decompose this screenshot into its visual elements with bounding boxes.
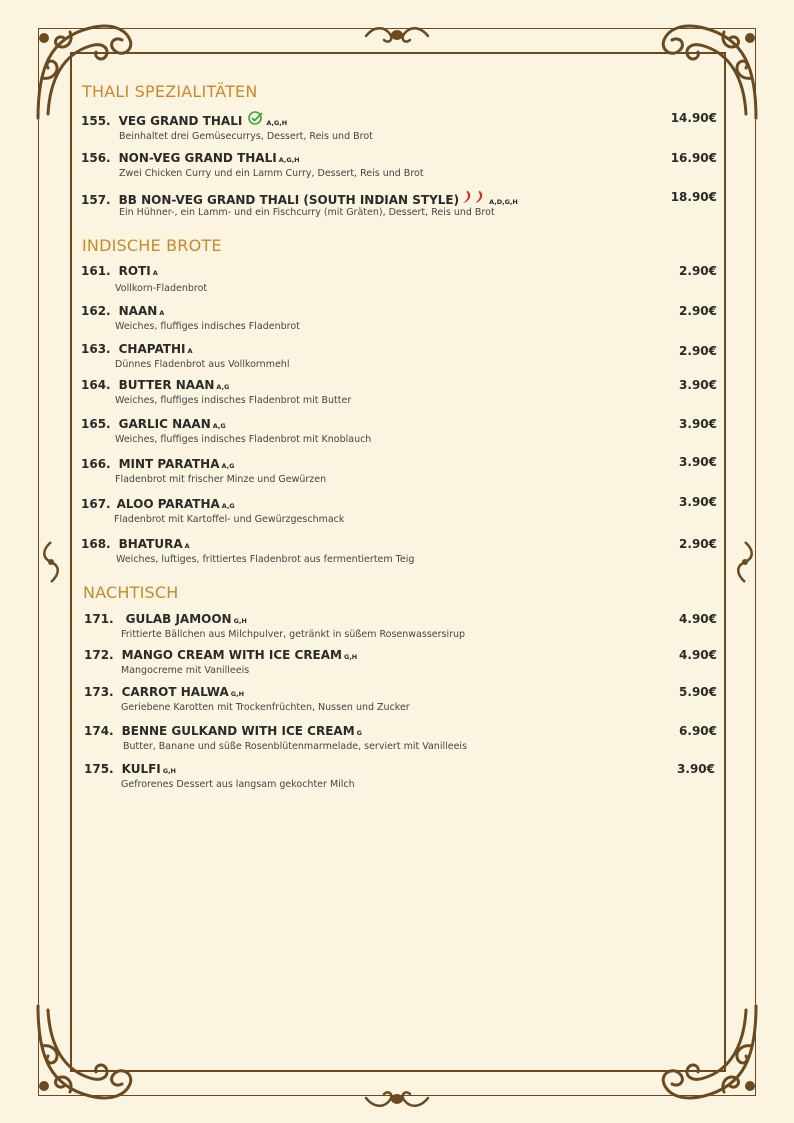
item-number: 175. <box>84 762 114 776</box>
item-price: 3.90€ <box>679 495 717 509</box>
item-number: 168. <box>81 537 111 551</box>
item-number: 165. <box>81 417 111 431</box>
corner-flourish-icon <box>654 996 764 1106</box>
item-price: 2.90€ <box>679 264 717 278</box>
menu-item <box>81 417 717 445</box>
allergen-codes: G,H <box>233 617 247 625</box>
item-price: 5.90€ <box>679 685 717 699</box>
item-name: BENNE GULKAND WITH ICE CREAM <box>121 724 355 738</box>
item-price: 14.90€ <box>670 111 717 125</box>
item-name: MINT PARATHA <box>118 457 220 471</box>
item-name: BB NON-VEG GRAND THALI (SOUTH INDIAN STYLE) <box>118 193 460 207</box>
item-description: Zwei Chicken Curry und ein Lamm Curry, Dessert, Reis und Brot <box>119 168 424 179</box>
menu-item <box>81 304 717 332</box>
item-description: Dünnes Fladenbrot aus Vollkornmehl <box>115 359 290 370</box>
item-price: 3.90€ <box>677 762 715 776</box>
item-price: 2.90€ <box>679 537 717 551</box>
item-price: 3.90€ <box>679 455 717 469</box>
menu-item <box>81 151 717 179</box>
item-name: KULFI <box>121 762 161 776</box>
top-center-ornament-icon <box>362 22 432 48</box>
item-description: Geriebene Karotten mit Trockenfrüchten, Nussen und Zucker <box>121 702 410 713</box>
item-number: 156. <box>81 151 111 165</box>
item-description: Gefrorenes Dessert aus langsam gekochter Milch <box>121 779 355 790</box>
item-name: CHAPATHI <box>118 342 186 356</box>
menu-item <box>84 685 717 713</box>
menu-item <box>81 264 717 294</box>
veg-leaf-icon <box>248 111 264 125</box>
item-price: 4.90€ <box>679 648 717 662</box>
item-number: 163. <box>81 342 111 356</box>
menu-item <box>84 762 715 790</box>
item-number: 171. <box>84 612 114 626</box>
item-number: 155. <box>81 114 111 128</box>
menu-item <box>84 612 717 640</box>
item-description: Weiches, fluffiges indisches Fladenbrot mit Knoblauch <box>115 434 372 445</box>
menu-item <box>81 457 717 485</box>
item-price: 16.90€ <box>670 151 717 165</box>
allergen-codes: G <box>356 729 362 737</box>
item-name: ROTI <box>118 264 151 278</box>
item-price: 2.90€ <box>679 304 717 318</box>
allergen-codes: A <box>187 347 193 355</box>
item-name: NAAN <box>118 304 158 318</box>
item-description: Beinhaltet drei Gemüsecurrys, Dessert, Reis und Brot <box>119 131 373 142</box>
item-number: 172. <box>84 648 114 662</box>
allergen-codes: A <box>184 542 190 550</box>
item-name: ALOO PARATHA <box>116 497 220 511</box>
menu-item <box>81 190 717 218</box>
item-description: Frittierte Bällchen aus Milchpulver, getränkt in süßem Rosenwassersirup <box>121 629 466 640</box>
menu-item <box>81 497 717 525</box>
item-number: 173. <box>84 685 114 699</box>
item-name: MANGO CREAM WITH ICE CREAM <box>121 648 342 662</box>
item-price: 6.90€ <box>679 724 717 738</box>
allergen-codes: A,D,G,H <box>489 198 518 206</box>
allergen-codes: A,G <box>221 462 235 470</box>
item-price: 3.90€ <box>679 417 717 431</box>
item-description: Ein Hühner-, ein Lamm- und ein Fischcurry (mit Gräten), Dessert, Reis und Brot <box>119 207 495 218</box>
item-number: 164. <box>81 378 111 392</box>
right-side-ornament-icon <box>734 540 756 584</box>
bottom-center-ornament-icon <box>362 1086 432 1112</box>
section-title-thali: THALI SPEZIALITÄTEN <box>82 82 258 101</box>
item-description: Fladenbrot mit Kartoffel- und Gewürzgeschmack <box>114 514 345 525</box>
menu-item <box>81 537 717 565</box>
item-description: Vollkorn-Fladenbrot <box>115 283 208 294</box>
left-side-ornament-icon <box>40 540 62 584</box>
menu-item <box>81 378 717 406</box>
allergen-codes: A <box>152 269 158 277</box>
item-name: NON-VEG GRAND THALI <box>118 151 277 165</box>
item-description: Butter, Banane und süße Rosenblütenmarmelade, serviert mit Vanilleeis <box>123 741 468 752</box>
item-number: 157. <box>81 193 111 207</box>
item-number: 162. <box>81 304 111 318</box>
allergen-codes: A,G <box>212 422 226 430</box>
allergen-codes: A,G,H <box>278 156 300 164</box>
allergen-codes: G,H <box>230 690 245 698</box>
item-price: 4.90€ <box>679 612 717 626</box>
item-description: Weiches, fluffiges indisches Fladenbrot mit Butter <box>115 395 352 406</box>
allergen-codes: G,H <box>162 767 176 775</box>
item-price: 18.90€ <box>670 190 717 204</box>
item-price: 3.90€ <box>679 378 717 392</box>
allergen-codes: A,G,H <box>266 119 288 127</box>
section-title-brote: INDISCHE BROTE <box>82 236 222 255</box>
item-name: CARROT HALWA <box>121 685 229 699</box>
menu-item <box>81 342 717 370</box>
item-name: GARLIC NAAN <box>118 417 211 431</box>
item-number: 161. <box>81 264 111 278</box>
item-number: 174. <box>84 724 114 738</box>
item-number: 167. <box>81 497 111 511</box>
item-name: GULAB JAMOON <box>125 612 232 626</box>
menu-item <box>84 724 717 752</box>
item-description: Weiches, luftiges, frittiertes Fladenbrot aus fermentiertem Teig <box>116 554 415 565</box>
item-name: BHATURA <box>118 537 183 551</box>
chili-peppers-icon <box>461 190 487 204</box>
item-name: VEG GRAND THALI <box>118 114 243 128</box>
item-price: 2.90€ <box>679 344 717 358</box>
item-number: 166. <box>81 457 111 471</box>
allergen-codes: A,G <box>216 383 230 391</box>
allergen-codes: A,G <box>221 502 235 510</box>
item-description: Fladenbrot mit frischer Minze und Gewürzen <box>115 474 327 485</box>
item-description: Weiches, fluffiges indisches Fladenbrot <box>115 321 300 332</box>
allergen-codes: G,H <box>344 653 358 661</box>
item-description: Mangocreme mit Vanilleeis <box>121 665 250 676</box>
section-title-nachtisch: NACHTISCH <box>83 583 179 602</box>
corner-flourish-icon <box>30 996 140 1106</box>
item-name: BUTTER NAAN <box>118 378 215 392</box>
allergen-codes: A <box>159 309 165 317</box>
menu-item <box>84 648 717 676</box>
menu-item <box>81 111 717 142</box>
